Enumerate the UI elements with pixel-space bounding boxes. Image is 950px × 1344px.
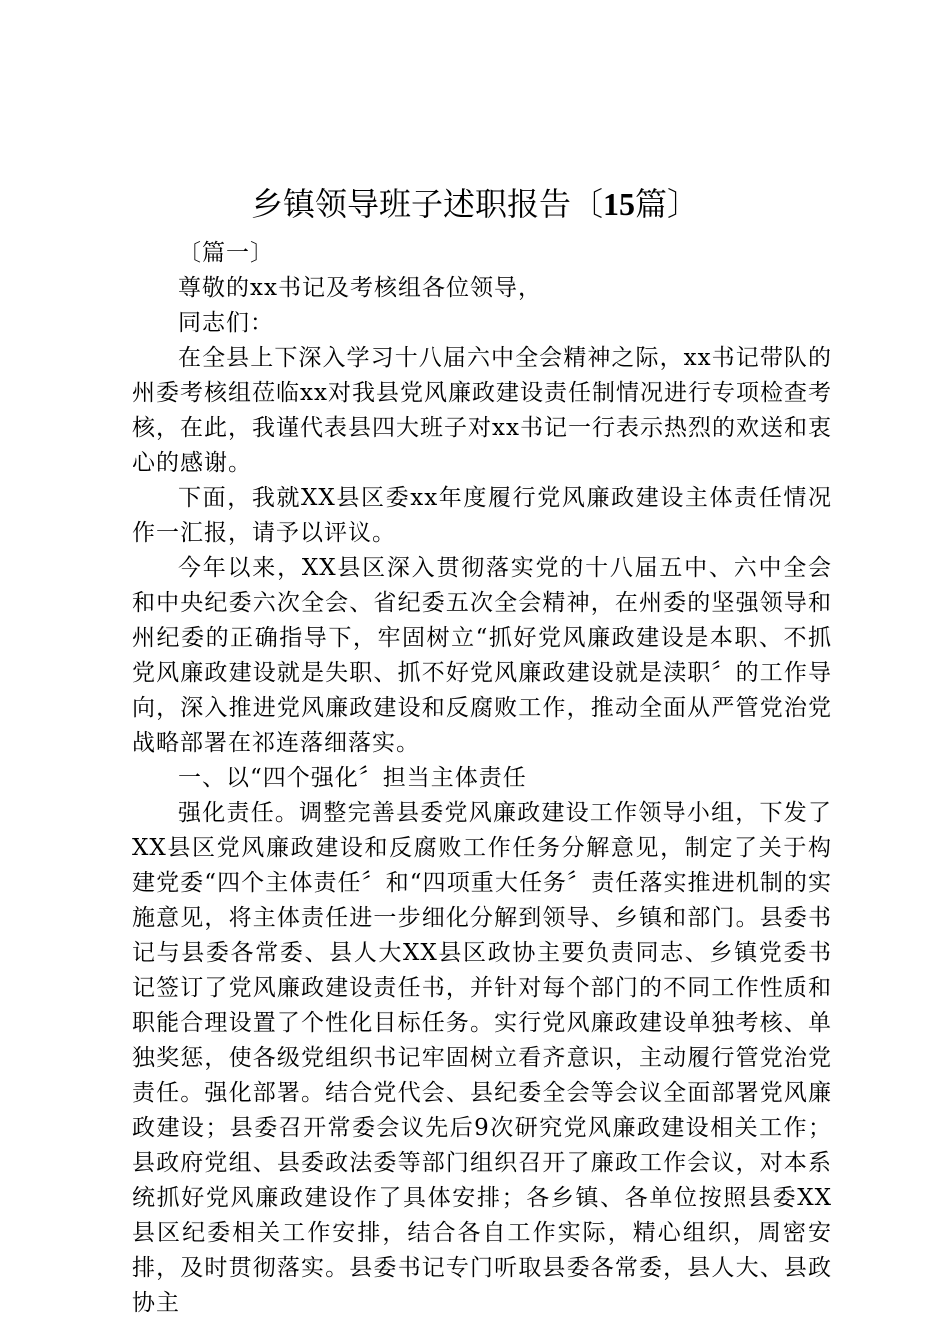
body-paragraph: 今年以来，XX县区深入贯彻落实党的十八届五中、六中全会和中央纪委六次全会、省纪委五次全会精神，在州委的坚强领导和州纪委的正确指导下，牢固树立“抓好党风廉政建设是本职、不抓党风廉政建设就是失职、抓不好党风廉政建设就是渎职〞的工作导向，深入推进党风廉政建设和反腐败工作，推动全面从严管党治党战略部署在祁连落细落实。 bbox=[132, 555, 832, 756]
body-paragraph: 下面，我就XX县区委xx年度履行党风廉政建设主体责任情况作一汇报，请予以评议。 bbox=[132, 485, 832, 546]
title-tail: 篇〕 bbox=[635, 185, 700, 223]
salutation-line: 尊敬的xx书记及考核组各位领导， bbox=[178, 275, 542, 301]
body-paragraph: 强化责任。调整完善县委党风廉政建设工作领导小组，下发了XX县区党风廉政建设和反腐败工作任务分解意见，制定了关于构建党委“四个主体责任〞和“四项重大任务〞责任落实推进机制的实施意见，将主体责任进一步细化分解到领导、乡镇和部门。县委书记与县委各常委、县人大XX县区政协主要负责同志、乡镇党委书记签订了党风廉政建设责任书，并针对每个部门的不同工作性质和职能合理设置了个性化目标任务。实行党风廉政建设单独考核、单独奖惩，使各级党组织书记牢固树立看齐意识，主动履行管党治党责任。强化部署。结合党代会、县纪委全会等会议全面部署党风廉政建设；县委召开常委会议先后9次研究党风廉政建设相关工作；县政府党组、县委政法委等部门组织召开了廉政工作会议，对本系统抓好党风廉政建设作了具体安排；各乡镇、各单位按照县委XX县区纪委相关工作安排，结合各自工作实际，精心组织，周密安排，及时贯彻落实。县委书记专门听取县委各常委，县人大、县政协主 bbox=[132, 800, 832, 1316]
document-body bbox=[132, 236, 832, 1321]
salutation-line: 同志们： bbox=[178, 310, 274, 336]
section-heading: 一、以“四个强化〞担当主体责任 bbox=[178, 765, 527, 791]
section-label: 〔篇一〕 bbox=[178, 240, 274, 266]
title-main: 乡镇领导班子述职报告〔 bbox=[250, 185, 603, 223]
document-title bbox=[0, 182, 950, 226]
body-paragraph: 在全县上下深入学习十八届六中全会精神之际，xx书记带队的州委考核组莅临xx对我县党风廉政建设责任制情况进行专项检查考核，在此，我谨代表县四大班子对xx书记一行表示热烈的欢送和衷心的感谢。 bbox=[132, 345, 832, 476]
title-number: 15 bbox=[603, 186, 635, 222]
